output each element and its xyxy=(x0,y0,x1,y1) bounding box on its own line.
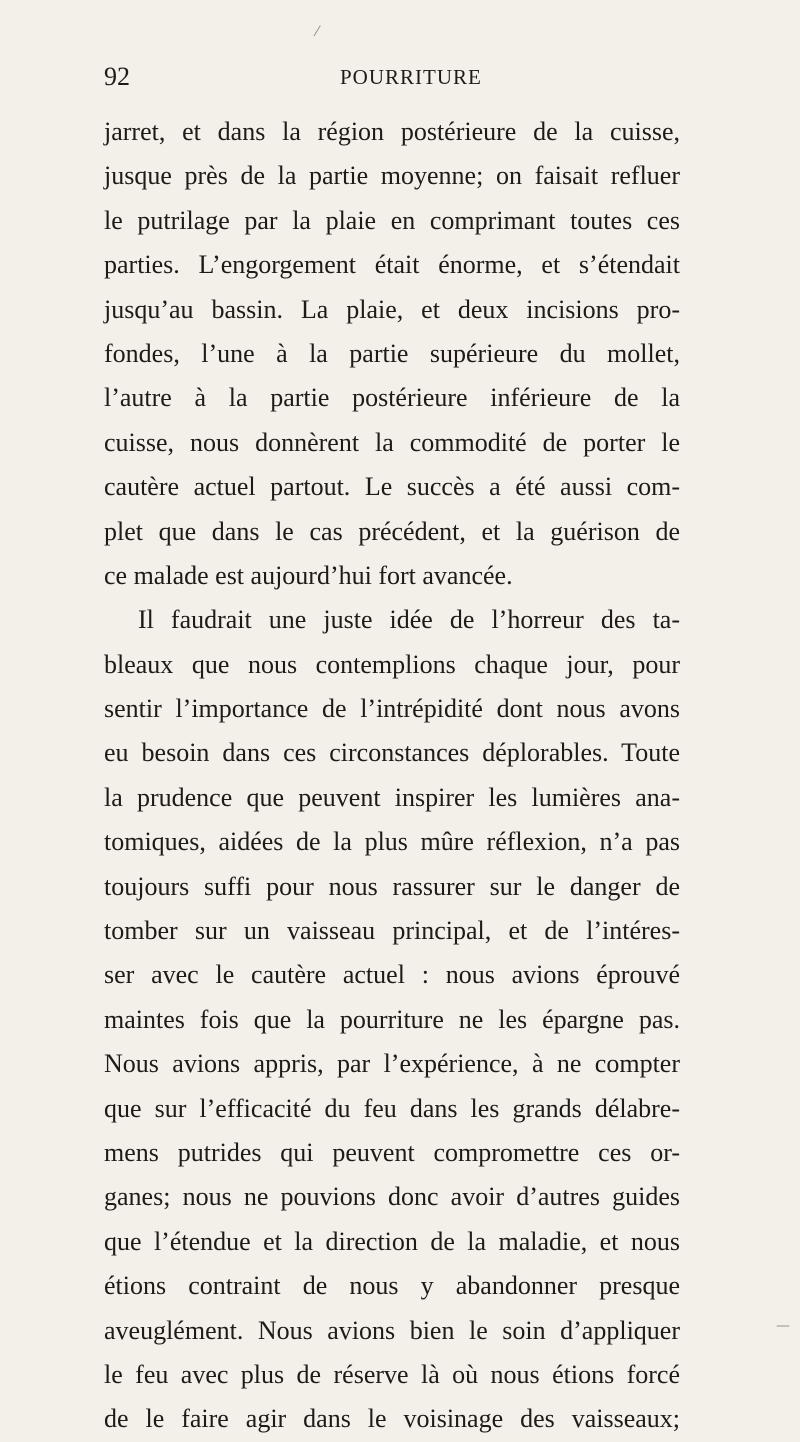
text-line: jusque près de la partie moyenne; on faisait refluer xyxy=(104,161,680,191)
text-line: Il faudrait une juste idée de l’horreur des ta- xyxy=(138,605,680,635)
text-line: que l’étendue et la direction de la maladie, et nous xyxy=(104,1226,680,1256)
text-line: plet que dans le cas précédent, et la guérison de xyxy=(104,516,680,546)
text-line: le putrilage par la plaie en comprimant toutes ces xyxy=(104,205,680,235)
text-line: aveuglément. Nous avions bien le soin d’appliquer xyxy=(104,1315,680,1345)
text-line: cuisse, nous donnèrent la commodité de porter le xyxy=(104,427,680,457)
page-number: 92 xyxy=(104,62,130,91)
text-line: tomiques, aidées de la plus mûre réflexion, n’a pas xyxy=(104,827,680,857)
edge-mark: — xyxy=(776,1318,790,1334)
body-text xyxy=(104,110,680,1442)
text-line: mens putrides qui peuvent compromettre ces or- xyxy=(104,1137,680,1167)
text-line: sentir l’importance de l’intrépidité dont nous avons xyxy=(104,694,680,724)
text-line: maintes fois que la pourriture ne les épargne pas. xyxy=(104,1004,680,1034)
text-line: tomber sur un vaisseau principal, et de l’intéres- xyxy=(104,916,680,946)
text-line: la prudence que peuvent inspirer les lumières ana- xyxy=(104,782,680,812)
text-line: ganes; nous ne pouvions donc avoir d’autres guides xyxy=(104,1182,680,1212)
text-line: jusqu’au bassin. La plaie, et deux incisions pro- xyxy=(104,294,680,324)
tick-mark: ⁄ xyxy=(316,24,319,40)
text-line: ser avec le cautère actuel : nous avions éprouvé xyxy=(104,960,680,990)
text-line: eu besoin dans ces circonstances déplorables. Toute xyxy=(104,738,680,768)
text-line: fondes, l’une à la partie supérieure du mollet, xyxy=(104,338,680,368)
running-title: POURRITURE xyxy=(340,65,482,89)
text-line: que sur l’efficacité du feu dans les grands délabre- xyxy=(104,1093,680,1123)
text-line: jarret, et dans la région postérieure de la cuisse, xyxy=(104,117,680,146)
text-line: Nous avions appris, par l’expérience, à ne compter xyxy=(104,1049,680,1079)
text-line: ce malade est aujourd’hui fort avancée. xyxy=(104,560,513,590)
text-line: l’autre à la partie postérieure inférieure de la xyxy=(104,383,680,413)
text-line: toujours suffi pour nous rassurer sur le danger de xyxy=(104,871,680,901)
text-line: de le faire agir dans le voisinage des vaisseaux; xyxy=(104,1404,680,1434)
text-line: le feu avec plus de réserve là où nous étions forcé xyxy=(104,1359,680,1389)
text-line: étions contraint de nous y abandonner presque xyxy=(104,1271,680,1301)
text-line: parties. L’engorgement était énorme, et s’étendait xyxy=(104,250,680,280)
page-header xyxy=(104,62,664,98)
text-line: cautère actuel partout. Le succès a été aussi com- xyxy=(104,472,680,502)
text-line: bleaux que nous contemplions chaque jour, pour xyxy=(104,649,680,679)
